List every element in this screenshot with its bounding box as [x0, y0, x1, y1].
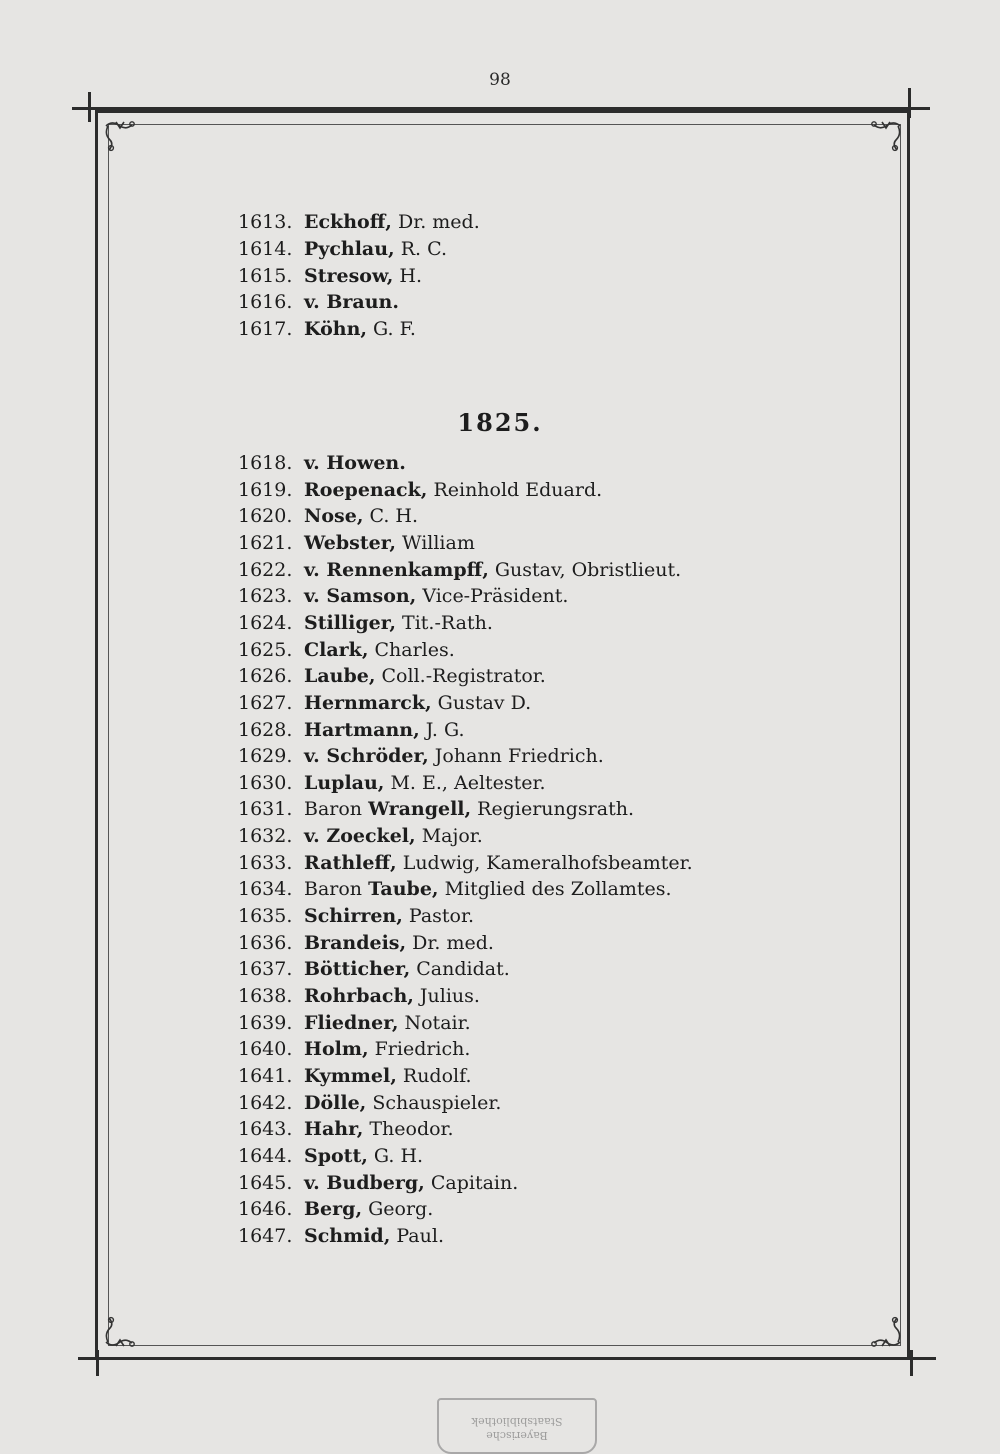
entry-surname: v. Braun. [304, 291, 399, 314]
entry-surname: Rathleff, [304, 851, 397, 874]
entry-surname: v. Samson, [304, 585, 417, 608]
entry-number: 1635. [238, 905, 293, 928]
entry-details: Coll.-Registrator. [375, 665, 546, 688]
entry-surname: Eckhoff, [304, 211, 392, 233]
entry-title: Baron [304, 878, 369, 901]
entry-details: R. C. [394, 237, 447, 260]
entry-surname: Schmid, [304, 1224, 391, 1247]
entry-surname: Clark, [304, 638, 369, 661]
entry-number: 1625. [238, 638, 293, 661]
list-item [238, 903, 474, 929]
entry-details: William [395, 531, 475, 554]
entry-number: 1614. [238, 237, 293, 260]
entry-details: J. G. [419, 718, 465, 741]
entry-surname: Roepenack, [304, 478, 428, 501]
entry-details: Candidat. [410, 958, 510, 981]
entry-number: 1643. [238, 1118, 293, 1141]
list-item [238, 876, 672, 902]
entry-surname: Wrangell, [368, 798, 472, 821]
entry-surname: Pychlau, [304, 237, 395, 260]
entry-details: Pastor. [402, 905, 475, 928]
entry-number: 1615. [238, 264, 293, 287]
library-stamp [437, 1398, 597, 1454]
entry-details: Gustav, Obristlieut. [488, 558, 682, 581]
entry-surname: Nose, [304, 505, 364, 528]
entry-details: Mitglied des Zollamtes. [438, 878, 672, 901]
entry-surname: Taube, [368, 878, 439, 901]
entry-number: 1623. [238, 585, 293, 608]
entry-details: Paul. [390, 1224, 444, 1247]
entry-details: H. [393, 264, 423, 287]
entry-number: 1617. [238, 318, 293, 341]
list-item [238, 316, 416, 342]
entry-surname: Hartmann, [304, 718, 420, 741]
list-item [238, 530, 475, 556]
entry-details: Notair. [398, 1011, 471, 1034]
list-item [238, 1116, 454, 1142]
entry-details: Regierungsrath. [471, 798, 635, 821]
entry-surname: Köhn, [304, 318, 368, 341]
entry-details: Johann Friedrich. [428, 745, 604, 768]
list-item [238, 1170, 518, 1196]
entry-details: Reinhold Eduard. [427, 478, 603, 501]
list-item [238, 850, 693, 876]
entry-number: 1627. [238, 691, 293, 714]
list-item [238, 610, 493, 636]
list-item [238, 770, 546, 796]
entry-surname: Luplau, [304, 771, 385, 794]
entry-number: 1622. [238, 558, 293, 581]
entry-surname: Hernmarck, [304, 691, 432, 714]
list-item [238, 983, 480, 1009]
entry-surname: Rohrbach, [304, 985, 414, 1007]
list-item [238, 956, 510, 982]
entry-surname: Berg, [304, 1198, 363, 1221]
entry-details: Theodor. [363, 1118, 454, 1141]
entry-number: 1641. [238, 1064, 293, 1087]
entry-number: 1620. [238, 505, 293, 528]
entry-number: 1646. [238, 1198, 293, 1221]
entry-details: Julius. [413, 985, 480, 1007]
entry-details: Rudolf. [396, 1064, 472, 1087]
list-item [238, 583, 568, 609]
entry-surname: Brandeis, [304, 931, 407, 954]
corner-ornament-icon [102, 118, 146, 158]
entry-number: 1636. [238, 931, 293, 954]
entry-surname: Stresow, [304, 264, 394, 287]
entry-number: 1645. [238, 1171, 293, 1194]
list-item [238, 289, 399, 315]
list-item [238, 637, 455, 663]
entry-surname: Fliedner, [304, 1011, 399, 1034]
entry-number: 1632. [238, 825, 293, 848]
entry-details: Vice-Präsident. [416, 585, 569, 608]
entry-number: 1619. [238, 478, 293, 501]
entry-details: Georg. [362, 1198, 434, 1221]
frame-post [88, 92, 91, 122]
list-item [238, 1196, 433, 1222]
entry-number: 1637. [238, 958, 293, 981]
entry-number: 1644. [238, 1144, 293, 1167]
list-item [238, 209, 480, 235]
list-item [238, 1223, 444, 1249]
list-item [238, 1010, 471, 1036]
list-item [238, 743, 604, 769]
entry-details: M. E., Aeltester. [384, 771, 546, 794]
list-item [238, 663, 546, 689]
inner-frame [108, 124, 901, 1346]
entry-surname: Holm, [304, 1038, 369, 1061]
list-item [238, 450, 406, 476]
entry-number: 1647. [238, 1224, 293, 1247]
entry-surname: v. Budberg, [304, 1171, 425, 1194]
entry-surname: Hahr, [304, 1118, 364, 1141]
entry-surname: Webster, [304, 531, 396, 554]
entry-surname: Dölle, [304, 1091, 367, 1114]
list-item [238, 263, 422, 289]
list-item [238, 503, 418, 529]
entry-surname: v. Zoeckel, [304, 825, 416, 848]
entry-surname: v. Howen. [304, 452, 406, 474]
entry-number: 1621. [238, 531, 293, 554]
list-item [238, 717, 465, 743]
entry-details: C. H. [363, 505, 419, 528]
entry-details: Schauspieler. [366, 1091, 502, 1114]
entry-details: Friedrich. [368, 1038, 471, 1061]
entry-title: Baron [304, 798, 369, 821]
entry-surname: Kymmel, [304, 1064, 397, 1087]
entry-number: 1640. [238, 1038, 293, 1061]
entry-number: 1626. [238, 665, 293, 688]
entry-number: 1616. [238, 291, 293, 314]
entry-surname: v. Schröder, [304, 745, 429, 768]
entry-number: 1613. [238, 211, 293, 233]
entry-details: Dr. med. [406, 931, 494, 954]
entry-details: Capitain. [424, 1171, 519, 1194]
entry-surname: v. Rennenkampff, [304, 558, 489, 581]
entry-number: 1629. [238, 745, 293, 768]
list-item [238, 1090, 501, 1116]
entry-number: 1628. [238, 718, 293, 741]
entry-details: Ludwig, Kameralhofsbeamter. [396, 851, 693, 874]
stamp-text: Bayerische Staatsbibliothek [471, 1415, 563, 1442]
list-item [238, 477, 602, 503]
entry-surname: Stilliger, [304, 611, 396, 634]
entry-details: G. H. [367, 1144, 424, 1167]
frame-post [910, 1350, 913, 1376]
entry-details: Tit.-Rath. [396, 611, 493, 634]
entry-number: 1642. [238, 1091, 293, 1114]
list-item [238, 930, 494, 956]
list-item [238, 796, 634, 822]
list-item [238, 1063, 472, 1089]
entry-number: 1624. [238, 611, 293, 634]
entry-number: 1618. [238, 452, 293, 474]
entry-number: 1633. [238, 851, 293, 874]
corner-ornament-icon [860, 1310, 904, 1350]
entry-surname: Laube, [304, 665, 376, 688]
entry-details: Major. [415, 825, 483, 848]
entry-number: 1630. [238, 771, 293, 794]
entry-surname: Spott, [304, 1144, 368, 1167]
entry-surname: Schirren, [304, 905, 403, 928]
entry-details: Charles. [368, 638, 455, 661]
list-item [238, 1036, 470, 1062]
entry-number: 1638. [238, 985, 293, 1007]
entry-surname: Bötticher, [304, 958, 411, 981]
list-item [238, 557, 681, 583]
page-number: 98 [489, 70, 511, 90]
entry-details: G. F. [367, 318, 416, 341]
list-item [238, 236, 447, 262]
list-item [238, 823, 483, 849]
year-heading: 1825. [457, 408, 543, 437]
entry-details: Dr. med. [391, 211, 480, 233]
list-item [238, 1143, 423, 1169]
entry-number: 1639. [238, 1011, 293, 1034]
list-item [238, 690, 531, 716]
entry-details: Gustav D. [431, 691, 532, 714]
entry-number: 1634. [238, 878, 293, 901]
corner-ornament-icon [102, 1310, 146, 1350]
entry-number: 1631. [238, 798, 293, 821]
corner-ornament-icon [860, 118, 904, 158]
